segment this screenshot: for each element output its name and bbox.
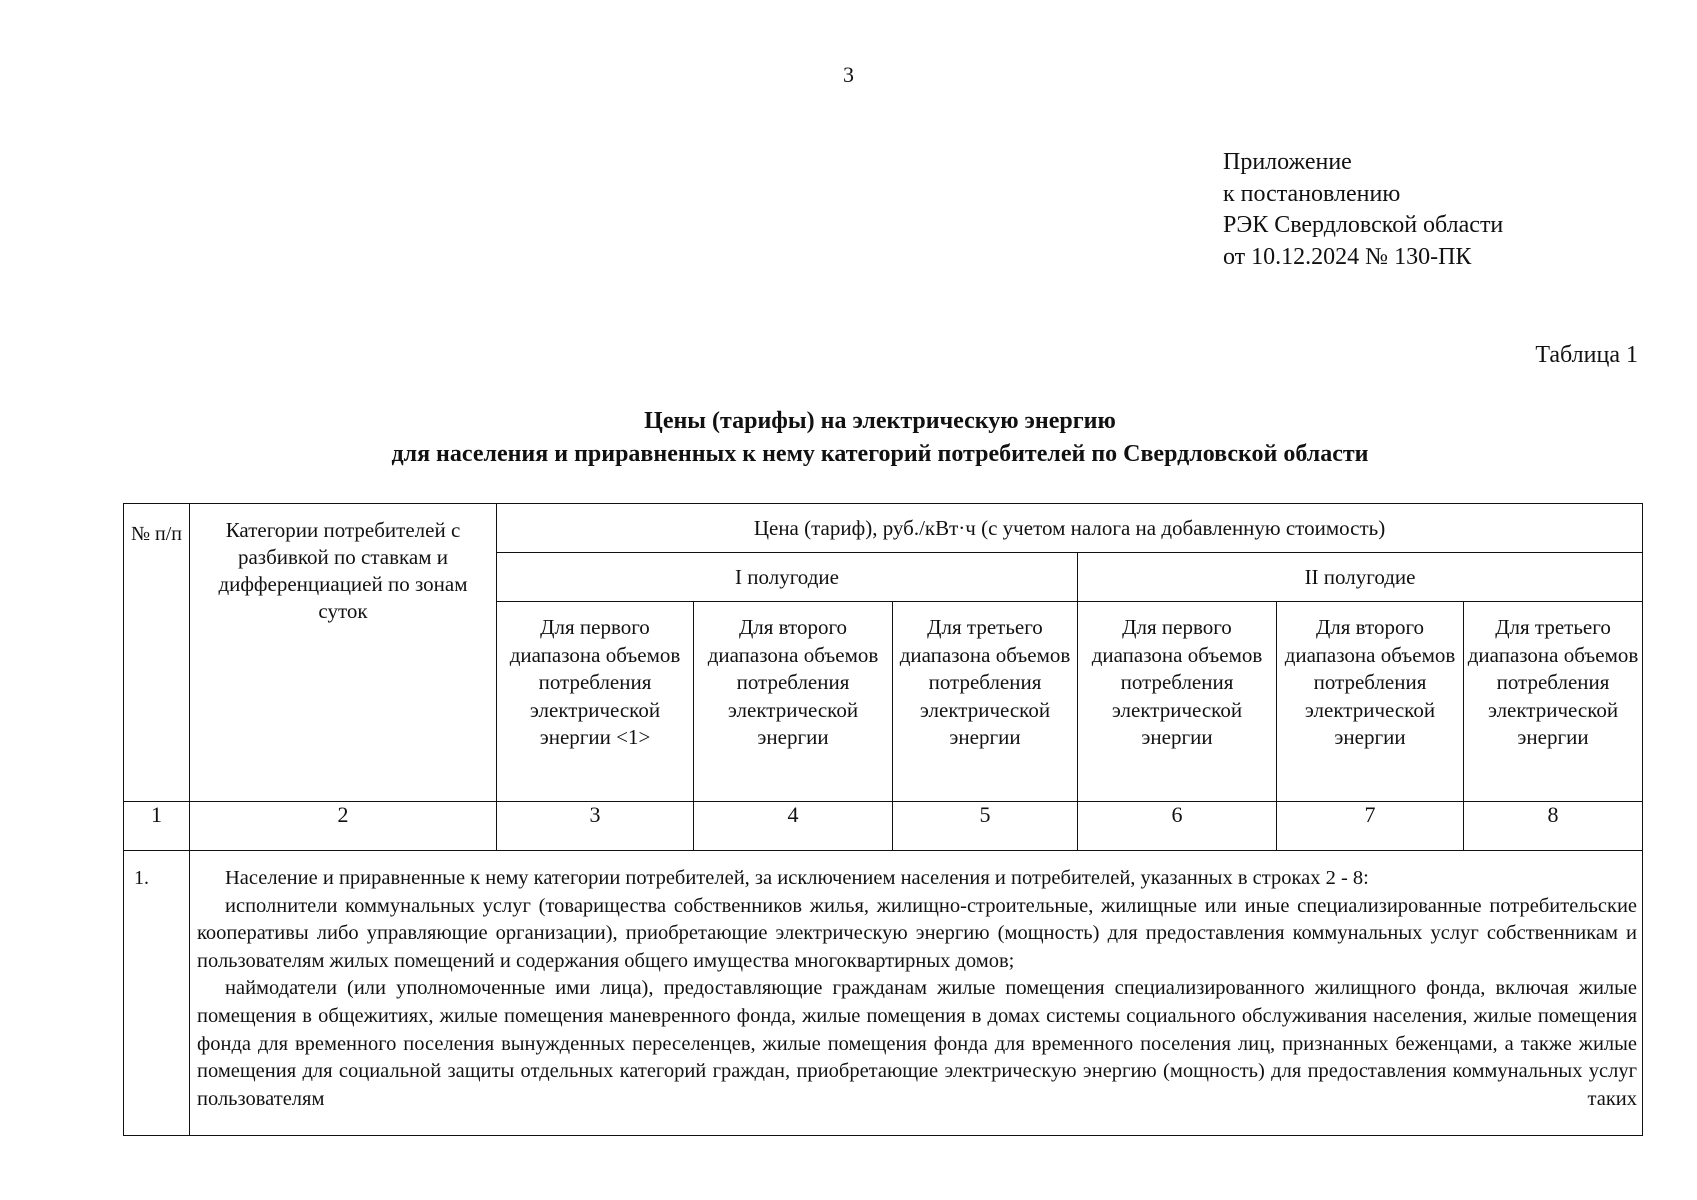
header-num: № п/п	[124, 504, 190, 802]
row-paragraph: Население и приравненные к нему категории потребителей, за исключением населения и потребителей, указанных в строках 2 - 8:	[225, 867, 1369, 889]
title-line-1: Цены (тарифы) на электрическую энергию	[644, 408, 1116, 434]
row-description	[190, 851, 1643, 1136]
header-range-cell: Для третьего диапазона объемов потребления электрической энергии	[893, 602, 1078, 802]
column-number: 6	[1078, 802, 1277, 851]
column-number: 4	[694, 802, 893, 851]
row-number: 1.	[124, 851, 190, 1136]
header-range-cell: Для первого диапазона объемов потребления электрической энергии <1>	[497, 602, 694, 802]
header-half-2: II полугодие	[1078, 553, 1643, 602]
annex-line: РЭК Свердловской области	[1223, 212, 1504, 238]
header-half-1: I полугодие	[497, 553, 1078, 602]
header-price: Цена (тариф), руб./кВт·ч (с учетом налога на добавленную стоимость)	[497, 504, 1643, 553]
header-range-cell: Для первого диапазона объемов потребления электрической энергии	[1078, 602, 1277, 802]
header-range-cell: Для второго диапазона объемов потребления электрической энергии	[1277, 602, 1464, 802]
column-number: 8	[1464, 802, 1643, 851]
tariff-table	[123, 503, 1643, 1136]
row-paragraph: исполнители коммунальных услуг (товарищества собственников жилья, жилищно-строительные, жилищные или иные специализированные потребительские кооперативы либо управляющие организации), приобретающие электрическую энергию (мощность) для предоставления коммунальных услуг собственникам и пользователям жилых помещений и содержания общего имущества многоквартирных домов;	[197, 894, 1638, 972]
header-category: Категории потребителей с разбивкой по ставкам и дифференциацией по зонам суток	[190, 504, 497, 802]
title-line-2: для населения и приравненных к нему категорий потребителей по Свердловской области	[391, 441, 1369, 467]
table-label: Таблица 1	[1535, 342, 1638, 368]
document-title	[0, 405, 1697, 471]
header-range-cell: Для второго диапазона объемов потребления электрической энергии	[694, 602, 893, 802]
column-number: 3	[497, 802, 694, 851]
annex-block	[1223, 147, 1503, 273]
page-number: 3	[843, 62, 854, 87]
table-row	[124, 851, 1643, 1136]
column-number: 7	[1277, 802, 1464, 851]
header-range-cell: Для третьего диапазона объемов потребления электрической энергии	[1464, 602, 1643, 802]
column-number: 1	[124, 802, 190, 851]
column-number: 5	[893, 802, 1078, 851]
column-number-row	[124, 802, 1643, 851]
column-number: 2	[190, 802, 497, 851]
annex-line: к постановлению	[1223, 180, 1401, 207]
annex-line: от 10.12.2024 № 130-ПК	[1223, 243, 1472, 270]
annex-line: Приложение	[1223, 149, 1352, 175]
row-paragraph: наймодатели (или уполномоченные ими лица), предоставляющие гражданам жилые помещения специализированного жилищного фонда, включая жилые помещения в общежитиях, жилые помещения маневренного фонда, жилые помещения в домах системы социального обслуживания населения, жилые помещения фонда для временного поселения вынужденных переселенцев, жилые помещения фонда для временного поселения лиц, признанных беженцами, а также жилые помещения для социальной защиты отдельных категорий граждан, приобретающие электрическую энергию (мощность) для предоставления коммунальных услуг пользователям таких	[197, 977, 1638, 1110]
